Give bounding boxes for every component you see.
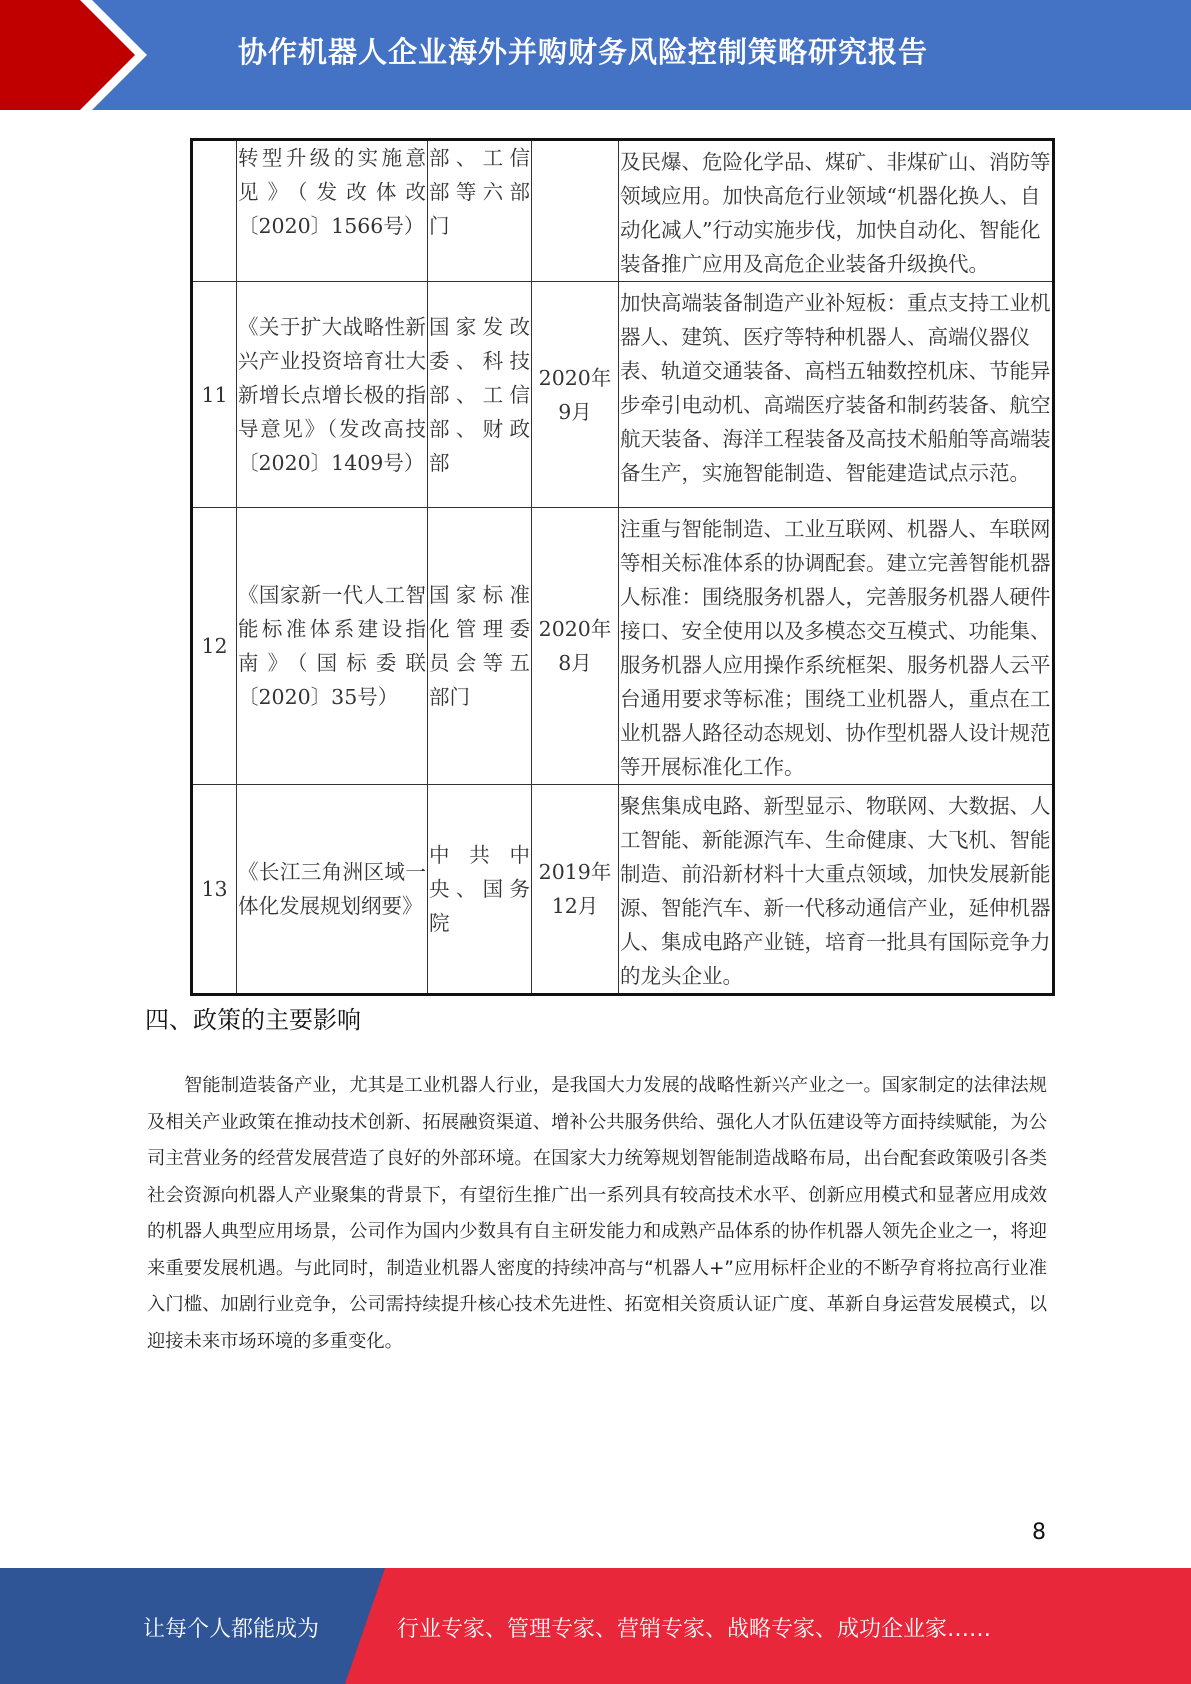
table-row <box>192 785 1054 995</box>
policy-title: 转型升级的实施意见》（发改体改〔2020〕1566号） <box>237 140 428 282</box>
policy-date <box>532 140 619 282</box>
row-number: 13 <box>192 785 237 995</box>
policy-content: 聚焦集成电路、新型显示、物联网、大数据、人工智能、新能源汽车、生命健康、大飞机、智能制造、前沿新材料十大重点领域，加快发展新能源、智能汽车、新一代移动通信产业，延伸机器人、集成电路产业链，培育一批具有国际竞争力的龙头企业。 <box>619 785 1054 995</box>
table-row <box>192 282 1054 508</box>
policy-content: 加快高端装备制造产业补短板：重点支持工业机器人、建筑、医疗等特种机器人、高端仪器仪表、轨道交通装备、高档五轴数控机床、节能异步牵引电动机、高端医疗装备和制药装备、航空航天装备、海洋工程装备及高技术船舶等高端装备生产，实施智能制造、智能建造试点示范。 <box>619 282 1054 508</box>
policy-date: 2020年8月 <box>532 508 619 785</box>
policy-department: 国家标准化管理委员会等五部门 <box>428 508 532 785</box>
policy-content: 注重与智能制造、工业互联网、机器人、车联网等相关标准体系的协调配套。建立完善智能机器人标准：围绕服务机器人，完善服务机器人硬件接口、安全使用以及多模态交互模式、功能集、服务机器人应用操作系统框架、服务机器人云平台通用要求等标准；围绕工业机器人，重点在工业机器人路径动态规划、协作型机器人设计规范等开展标准化工作。 <box>619 508 1054 785</box>
policy-date: 2019年12月 <box>532 785 619 995</box>
policy-table <box>190 138 1055 996</box>
policy-department: 部、工信部等六部门 <box>428 140 532 282</box>
policy-title: 《国家新一代人工智能标准体系建设指南》（国标委联〔2020〕35号） <box>237 508 428 785</box>
report-title: 协作机器人企业海外并购财务风险控制策略研究报告 <box>238 35 929 69</box>
row-number: 12 <box>192 508 237 785</box>
body-paragraph: 智能制造装备产业，尤其是工业机器人行业，是我国大力发展的战略性新兴产业之一。国家制定的法律法规及相关产业政策在推动技术创新、拓展融资渠道、增补公共服务供给、强化人才队伍建设等方面持续赋能，为公司主营业务的经营发展营造了良好的外部环境。在国家大力统筹规划智能制造战略布局，出台配套政策吸引各类社会资源向机器人产业聚集的背景下，有望衍生推广出一系列具有较高技术水平、创新应用模式和显著应用成效的机器人典型应用场景，公司作为国内少数具有自主研发能力和成熟产品体系的协作机器人领先企业之一，将迎来重要发展机遇。与此同时，制造业机器人密度的持续冲高与“机器人+”应用标杆企业的不断孕育将拉高行业准入门槛、加剧行业竞争，公司需持续提升核心技术先进性、拓宽相关资质认证广度、革新自身运营发展模式，以迎接未来市场环境的多重变化。 <box>147 1075 1047 1352</box>
footer-slogan-left: 让每个人都能成为 <box>143 1617 320 1642</box>
header-arrow-decoration <box>0 0 160 110</box>
policy-title: 《长江三角洲区域一体化发展规划纲要》 <box>237 785 428 995</box>
row-number: 11 <box>192 282 237 508</box>
footer-slogan-right: 行业专家、管理专家、营销专家、战略专家、成功企业家…… <box>397 1617 992 1642</box>
policy-title: 《关于扩大战略性新兴产业投资培育壮大新增长点增长极的指导意见》（发改高技〔2020〕1409号） <box>237 282 428 508</box>
page-number: 8 <box>1032 1520 1046 1545</box>
table-row <box>192 140 1054 282</box>
policy-department: 国家发改委、科技部、工信部、财政部 <box>428 282 532 508</box>
policy-content: 及民爆、危险化学品、煤矿、非煤矿山、消防等领域应用。加快高危行业领域“机器化换人、自动化减人”行动实施步伐，加快自动化、智能化装备推广应用及高危企业装备升级换代。 <box>619 140 1054 282</box>
row-number <box>192 140 237 282</box>
table-row <box>192 508 1054 785</box>
section-heading: 四、政策的主要影响 <box>145 1006 361 1034</box>
policy-department: 中共中央、国务院 <box>428 785 532 995</box>
policy-date: 2020年9月 <box>532 282 619 508</box>
page-footer <box>0 1568 1191 1684</box>
page-header <box>0 0 1191 110</box>
